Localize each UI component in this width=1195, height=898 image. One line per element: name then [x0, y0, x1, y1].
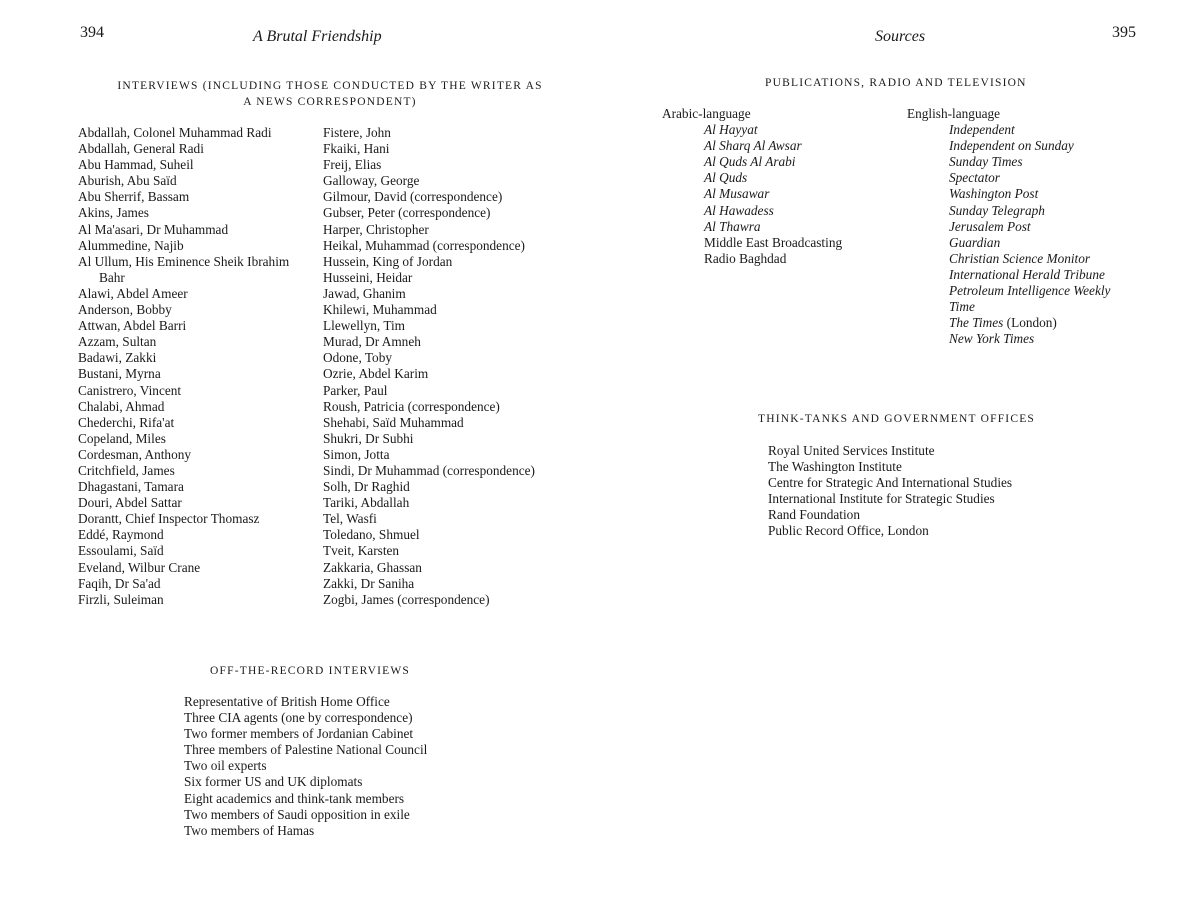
list-item: Llewellyn, Tim [323, 318, 406, 334]
list-item: Spectator [949, 170, 1000, 186]
right-page [597, 0, 1195, 898]
list-item: Shehabi, Saïd Muhammad [323, 414, 464, 430]
list-item: Heikal, Muhammad (correspondence) [323, 237, 525, 253]
list-item: Galloway, George [323, 173, 420, 189]
list-item: Harper, Christopher [323, 221, 429, 237]
list-item: Khilewi, Muhammad [323, 302, 437, 318]
page-number: 395 [1112, 24, 1136, 41]
english-language-label: English-language [907, 106, 1001, 121]
list-item: Christian Science Monitor [949, 250, 1091, 266]
list-item: Two oil experts [184, 758, 267, 774]
list-item: Guardian [949, 234, 1001, 250]
list-item: Sindi, Dr Muhammad (correspondence) [323, 462, 535, 478]
list-item: Shukri, Dr Subhi [323, 430, 414, 446]
list-item: Representative of British Home Office [184, 694, 390, 709]
list-item: Akins, James [78, 205, 149, 221]
list-item: Royal United Services Institute [768, 443, 935, 458]
list-item: Three members of Palestine National Council [184, 742, 428, 758]
list-item: Odone, Toby [323, 350, 392, 366]
english-language-list [907, 106, 1110, 347]
list-item: Fistere, John [323, 125, 391, 140]
list-item: Gilmour, David (correspondence) [323, 189, 503, 205]
list-item: Rand Foundation [768, 507, 860, 523]
list-item: Solh, Dr Raghid [323, 479, 410, 495]
list-item: Petroleum Intelligence Weekly [949, 283, 1111, 299]
list-item: Zakki, Dr Saniha [323, 575, 415, 591]
list-item: Middle East Broadcasting [704, 234, 843, 250]
list-item: Sunday Telegraph [949, 202, 1045, 218]
running-head: A Brutal Friendship [253, 28, 382, 45]
list-item: Three CIA agents (one by correspondence) [184, 710, 413, 726]
list-item: Anderson, Bobby [78, 302, 172, 318]
list-item: Faqih, Dr Sa'ad [78, 575, 161, 591]
list-item-times [907, 315, 1110, 331]
list-item: Washington Post [949, 186, 1039, 202]
list-item: Tariki, Abdallah [323, 495, 410, 511]
list-item: Simon, Jotta [323, 446, 390, 462]
list-item: Cordesman, Anthony [78, 446, 192, 462]
think-tanks-list [768, 443, 1012, 540]
list-item: Jerusalem Post [949, 218, 1031, 234]
arabic-language-list [662, 106, 842, 267]
list-item: Al Ullum, His Eminence Sheik Ibrahim [78, 253, 290, 269]
list-item: Abdallah, General Radi [78, 141, 204, 157]
list-item: The Washington Institute [768, 459, 902, 475]
list-item: Chalabi, Ahmad [78, 398, 165, 414]
list-item: Husseini, Heidar [323, 269, 413, 285]
publications-heading: PUBLICATIONS, RADIO AND TELEVISION [765, 77, 1027, 89]
list-item: Al Ma'asari, Dr Muhammad [78, 221, 229, 237]
list-item: Chederchi, Rifa'at [78, 414, 175, 430]
list-item: Al Quds [704, 170, 748, 186]
off-record-heading: OFF-THE-RECORD INTERVIEWS [210, 665, 410, 677]
list-item: Eveland, Wilbur Crane [78, 559, 201, 575]
list-item: Two members of Saudi opposition in exile [184, 806, 410, 822]
list-item: Public Record Office, London [768, 523, 929, 539]
list-item: Jawad, Ghanim [323, 285, 406, 301]
list-item: Sunday Times [949, 154, 1023, 170]
interviews-heading-line1: INTERVIEWS (INCLUDING THOSE CONDUCTED BY THE WRITER AS [117, 80, 543, 92]
list-item: Gubser, Peter (correspondence) [323, 205, 491, 221]
list-item: Tel, Wasfi [323, 511, 377, 527]
times-title: The Times [949, 315, 1004, 331]
list-item: Douri, Abdel Sattar [78, 495, 182, 511]
off-record-list [184, 694, 427, 839]
list-item: Two members of Hamas [184, 822, 315, 838]
list-item: Two former members of Jordanian Cabinet [184, 726, 414, 742]
list-item: Abdallah, Colonel Muhammad Radi [78, 125, 272, 140]
list-item: Parker, Paul [323, 382, 388, 398]
list-item: Critchfield, James [78, 462, 175, 478]
interviews-column-2 [323, 125, 535, 608]
list-item: Abu Sherrif, Bassam [78, 189, 190, 205]
list-item: Zogbi, James (correspondence) [323, 591, 490, 607]
list-item: Six former US and UK diplomats [184, 774, 363, 790]
list-item: Time [949, 299, 975, 315]
list-item: Firzli, Suleiman [78, 591, 164, 607]
list-item: Fkaiki, Hani [323, 141, 390, 157]
list-item: Al Quds Al Arabi [704, 154, 796, 170]
list-item: Ozrie, Abdel Karim [323, 366, 429, 382]
list-item: Independent [949, 122, 1015, 138]
list-item: Centre for Strategic And International Studies [768, 475, 1013, 491]
list-item: Murad, Dr Amneh [323, 334, 421, 350]
list-item: Bustani, Myrna [78, 366, 161, 382]
list-item: Independent on Sunday [949, 138, 1074, 154]
list-item: Al Hawadess [704, 202, 774, 218]
list-item: Freij, Elias [323, 157, 382, 173]
list-item: Dhagastani, Tamara [78, 479, 184, 495]
list-item: Toledano, Shmuel [323, 527, 420, 543]
list-item: Essoulami, Saïd [78, 543, 164, 559]
list-item: Alummedine, Najib [78, 237, 184, 253]
list-item: Dorantt, Chief Inspector Thomasz [78, 511, 260, 527]
interviews-column-1 [78, 125, 289, 608]
list-item: Eddé, Raymond [78, 527, 164, 543]
list-item: Abu Hammad, Suheil [78, 157, 194, 173]
list-item: Radio Baghdad [704, 250, 787, 266]
list-item: Al Thawra [704, 218, 761, 234]
list-item: Canistrero, Vincent [78, 382, 182, 398]
page-number: 394 [80, 24, 104, 41]
list-item: Attwan, Abdel Barri [78, 318, 187, 334]
list-item: Al Sharq Al Awsar [704, 138, 802, 154]
list-item: Al Musawar [704, 186, 770, 202]
list-item: Copeland, Miles [78, 430, 166, 446]
list-item: Eight academics and think-tank members [184, 790, 405, 806]
list-item: Al Hayyat [704, 122, 758, 138]
list-item: Alawi, Abdel Ameer [78, 285, 188, 301]
list-item: New York Times [949, 331, 1035, 347]
list-item: Aburish, Abu Saïd [78, 173, 177, 189]
list-item: International Institute for Strategic Studies [768, 491, 995, 507]
list-item: Azzam, Sultan [78, 334, 157, 350]
list-item-continuation: Bahr [99, 269, 125, 285]
list-item: Roush, Patricia (correspondence) [323, 398, 500, 414]
times-suffix: (London) [1006, 315, 1057, 331]
running-head: Sources [875, 28, 926, 45]
interviews-heading [60, 78, 600, 110]
list-item: Badawi, Zakki [78, 350, 157, 366]
list-item: International Herald Tribune [949, 266, 1105, 282]
list-item: Zakkaria, Ghassan [323, 559, 422, 575]
think-tanks-heading: THINK-TANKS AND GOVERNMENT OFFICES [758, 413, 1036, 425]
left-page [0, 0, 597, 898]
arabic-language-label: Arabic-language [662, 106, 751, 121]
list-item: Tveit, Karsten [323, 543, 400, 559]
list-item: Hussein, King of Jordan [323, 253, 453, 269]
interviews-heading-line2: A NEWS CORRESPONDENT) [243, 96, 417, 108]
